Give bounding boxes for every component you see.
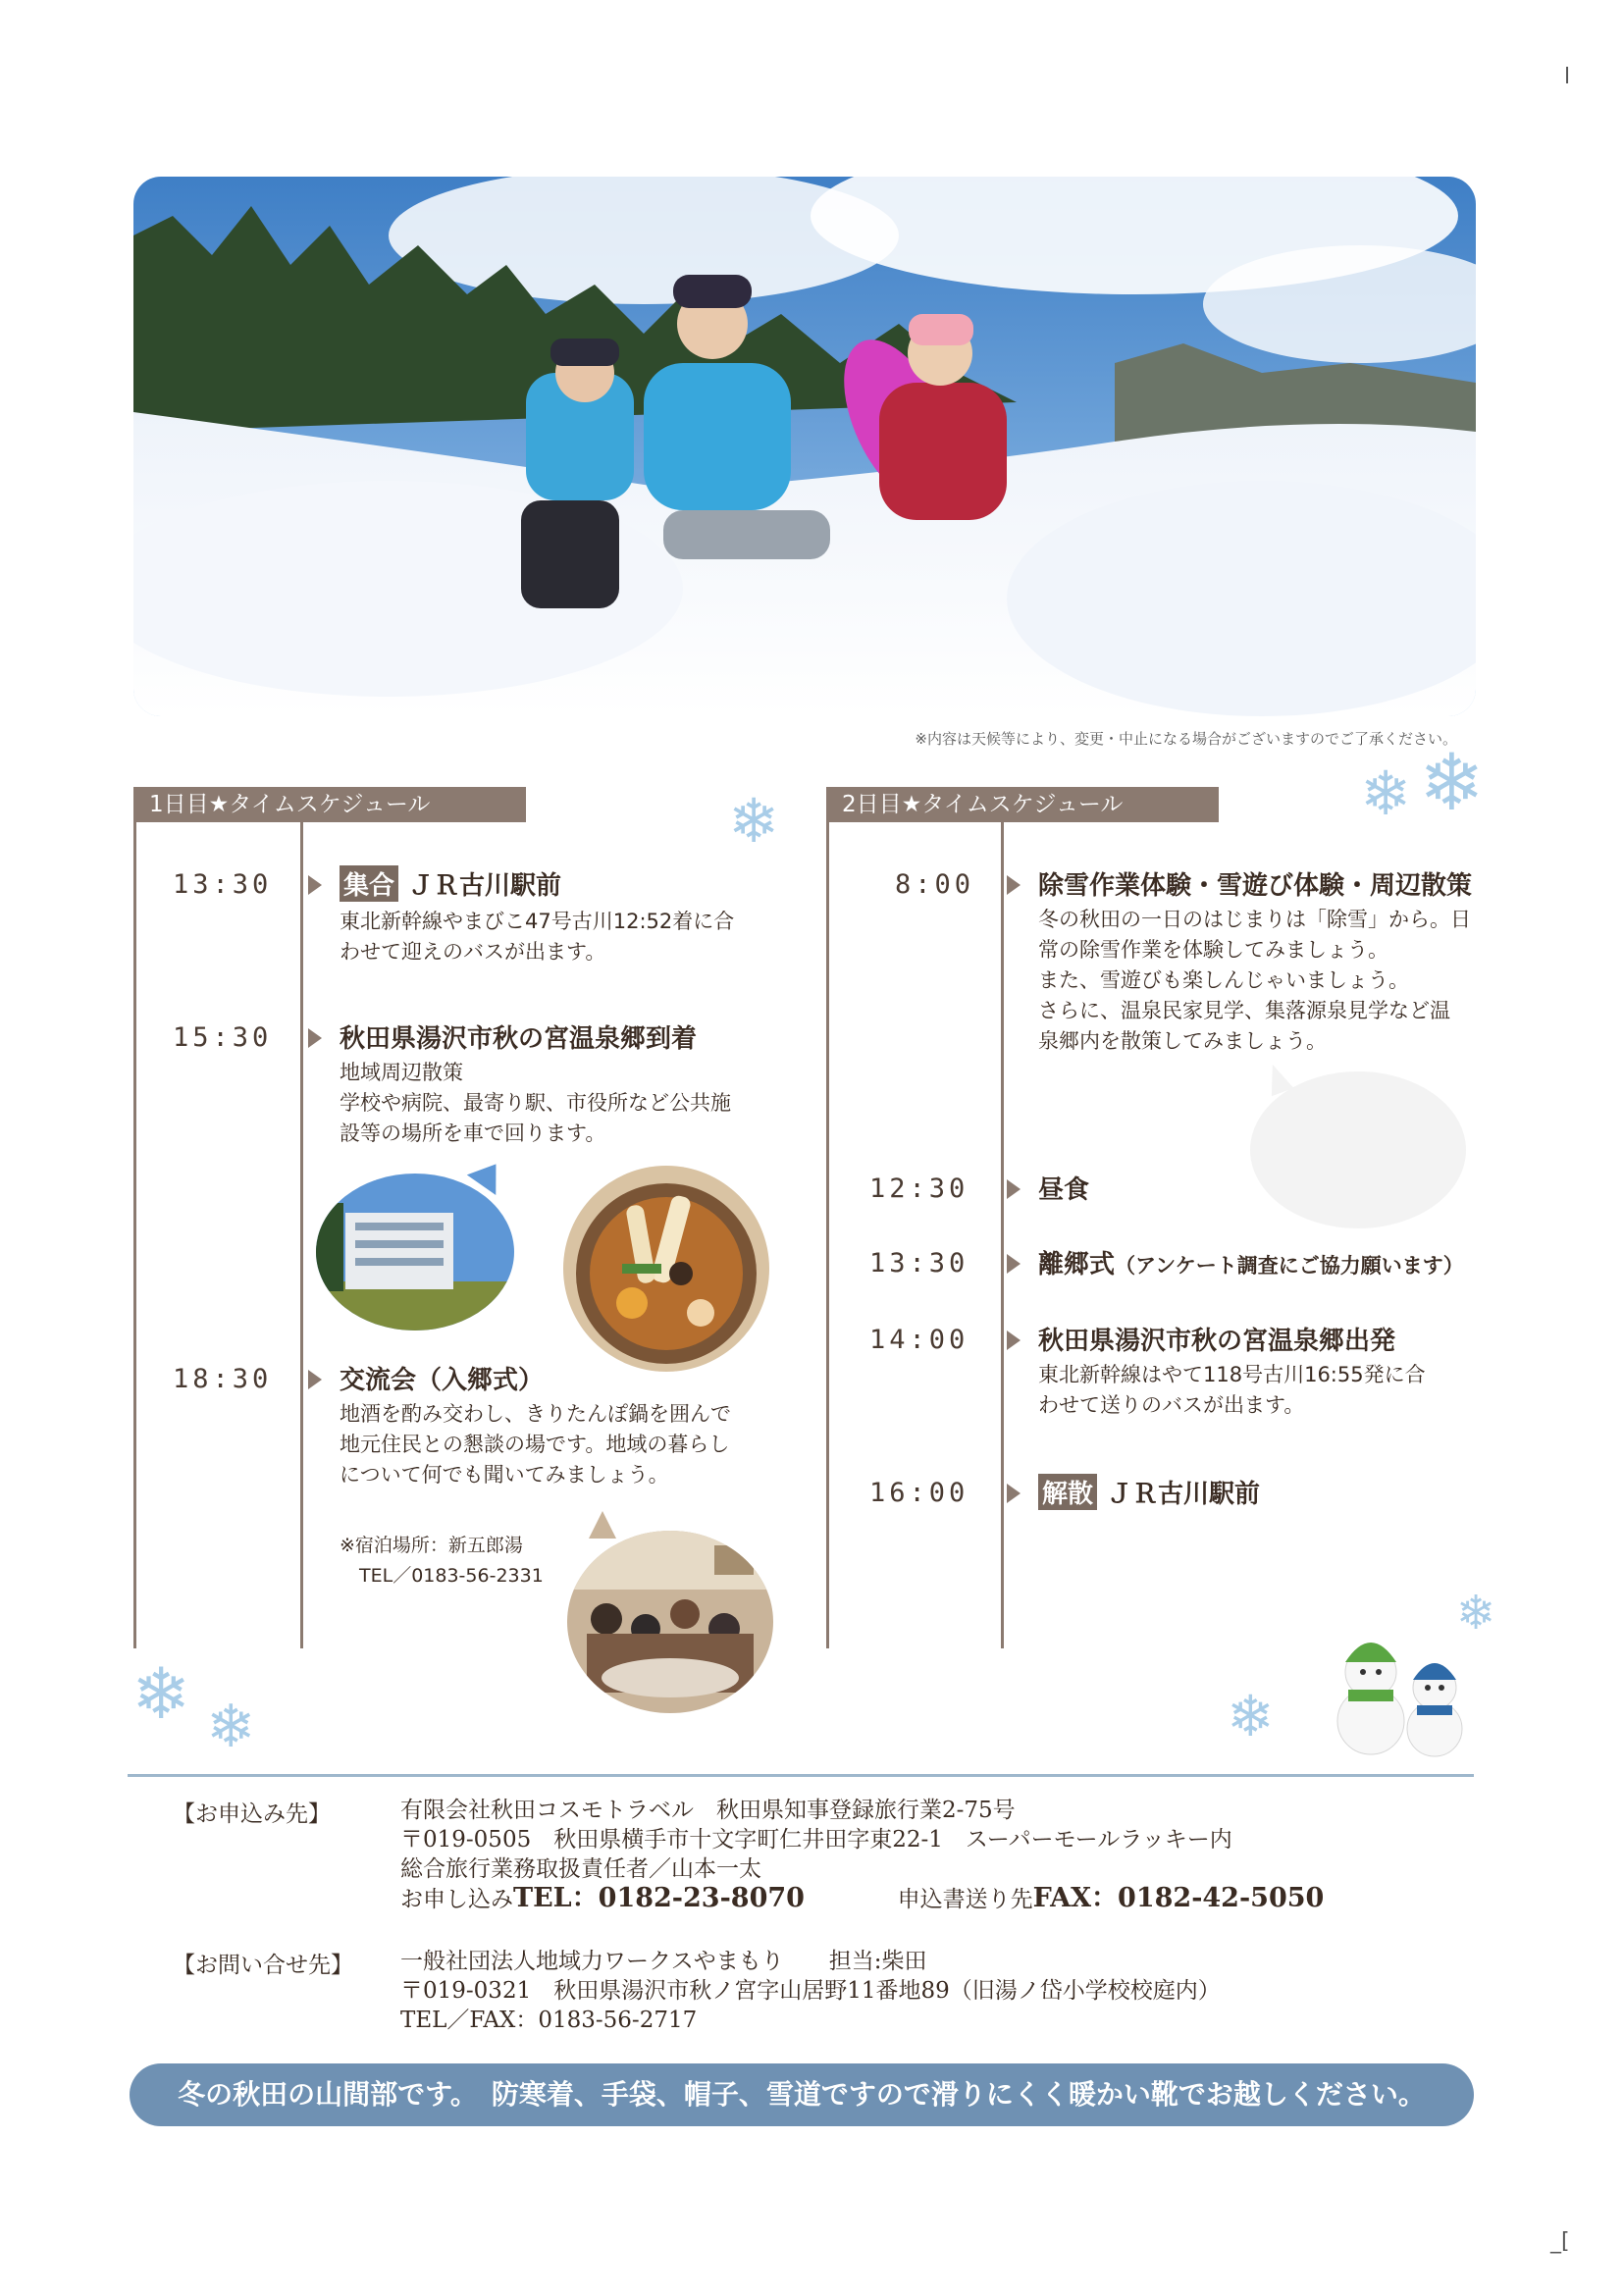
day2-title-dismiss	[1038, 1474, 1260, 1510]
lodging-name: ※宿泊場所：新五郎湯	[340, 1535, 523, 1556]
desc-line: 地元住民との懇談の場です。地域の暮らし	[340, 1433, 730, 1456]
footer-advice-bar: 冬の秋田の山間部です。 防寒着、手袋、帽子、雪道ですので滑りにくく暖かい靴でお越しください。	[130, 2063, 1474, 2126]
apply-fax: FAX：0182-42-5050	[1032, 1883, 1325, 1913]
apply-contact-line	[400, 1884, 1324, 1914]
day1-time-1830: 18:30	[173, 1364, 273, 1394]
snowflake-icon: ❄	[1227, 1683, 1275, 1749]
day1-header: 1日目★タイムスケジュール	[133, 787, 526, 822]
day1-desc-gather	[340, 907, 734, 967]
desc-line: 設等の場所を車で回ります。	[340, 1122, 606, 1145]
day1-left-line	[133, 822, 136, 1648]
inquiry-label: 【お問い合せ先】	[173, 1953, 353, 1978]
day2-desc-snow	[1038, 905, 1471, 1057]
dismiss-badge: 解散	[1038, 1474, 1097, 1510]
day2-time-1330: 13:30	[869, 1248, 969, 1278]
divider-line	[128, 1774, 1474, 1777]
day2-header: 2日目★タイムスケジュール	[826, 787, 1219, 822]
desc-line: 常の除雪作業を体験してみましょう。	[1038, 938, 1388, 962]
day2-title-lunch: 昼食	[1038, 1175, 1090, 1205]
day2-title-farewell	[1038, 1244, 1464, 1280]
arrow-icon	[1007, 1254, 1021, 1274]
inquiry-line: 〒019-0321 秋田県湯沢市秋ノ宮字山居野11番地89（旧湯ノ岱小学校校庭内）	[400, 1978, 1221, 2004]
desc-line: わせて送りのバスが出ます。	[1038, 1393, 1305, 1417]
day1-title-arrive: 秋田県湯沢市秋の宮温泉郷到着	[340, 1024, 698, 1054]
arrow-icon	[1007, 1331, 1021, 1350]
desc-line: 泉郷内を散策してみましょう。	[1038, 1029, 1327, 1053]
day2-time-1600: 16:00	[869, 1478, 969, 1508]
lodging-info	[340, 1531, 544, 1592]
crop-mark-top-right: l	[1564, 65, 1571, 89]
day2-title-depart: 秋田県湯沢市秋の宮温泉郷出発	[1038, 1327, 1396, 1356]
snowflake-icon: ❄	[1419, 737, 1486, 828]
day1-desc-arrive	[340, 1058, 731, 1149]
day2-time-1230: 12:30	[869, 1174, 969, 1204]
arrow-icon	[308, 875, 322, 895]
kiritanpo-hotpot-photo	[563, 1166, 769, 1372]
snowflake-icon: ❄	[206, 1693, 256, 1761]
desc-line: 地酒を酌み交わし、きりたんぽ鍋を囲んで	[340, 1402, 731, 1426]
day2-title-snow: 除雪作業体験・雪遊び体験・周辺散策	[1038, 871, 1473, 901]
desc-line: また、雪遊びも楽しんじゃいましょう。	[1038, 968, 1409, 992]
snowflake-icon: ❄	[728, 785, 779, 857]
community-gathering-photo	[567, 1531, 773, 1713]
apply-label: 【お申込み先】	[173, 1801, 331, 1827]
speech-bubble-blank	[1250, 1071, 1466, 1228]
apply-line: 〒019-0505 秋田県横手市十文字町仁井田字東22-1 スーパーモールラッキー内	[400, 1827, 1232, 1852]
gather-place: ＪＲ古川駅前	[408, 871, 562, 901]
day2-left-line	[826, 822, 829, 1648]
apply-tel: TEL：0182-23-8070	[513, 1883, 805, 1913]
day2-time-1400: 14:00	[869, 1325, 969, 1355]
arrow-icon	[1007, 875, 1021, 895]
desc-line: 冬の秋田の一日のはじまりは「除雪」から。日	[1038, 908, 1471, 931]
desc-line: さらに、温泉民家見学、集落源泉見学など温	[1038, 999, 1450, 1022]
arrow-icon	[1007, 1179, 1021, 1199]
dismiss-place: ＪＲ古川駅前	[1107, 1480, 1261, 1509]
school-building-photo	[316, 1174, 514, 1331]
lodging-tel: TEL／0183-56-2331	[359, 1565, 544, 1587]
weather-notice: ※内容は天候等により、変更・中止になる場合がございますのでご了承ください。	[915, 730, 1457, 748]
desc-line: 地域周辺散策	[340, 1061, 463, 1084]
desc-line: わせて迎えのバスが出ます。	[340, 940, 606, 964]
day1-time-1530: 15:30	[173, 1022, 273, 1053]
inquiry-lines	[400, 1947, 1221, 2035]
gather-badge: 集合	[340, 865, 398, 902]
day1-title-gather	[340, 865, 561, 902]
crop-mark-bottom-right: _[	[1550, 2229, 1570, 2254]
day2-time-0800: 8:00	[895, 869, 975, 900]
desc-line: 東北新幹線やまびこ47号古川12:52着に合	[340, 910, 735, 933]
farewell-title: 離郷式	[1038, 1250, 1116, 1279]
tel-prefix: お申し込み	[400, 1887, 513, 1912]
day1-timeline	[300, 822, 303, 1648]
desc-line: について何でも聞いてみましょう。	[340, 1463, 669, 1487]
day1-desc-party	[340, 1399, 731, 1490]
day1-title-party: 交流会（入郷式）	[340, 1366, 545, 1395]
arrow-icon	[308, 1370, 322, 1389]
day1-time-1330: 13:30	[173, 869, 273, 900]
apply-line: 有限会社秋田コスモトラベル 秋田県知事登録旅行業2-75号	[400, 1798, 1016, 1823]
farewell-note: （アンケート調査にご協力願います）	[1115, 1254, 1464, 1278]
day2-timeline	[1001, 822, 1004, 1648]
snowflake-icon: ❄	[1456, 1586, 1496, 1641]
apply-line: 総合旅行業務取扱責任者／山本一太	[400, 1856, 761, 1882]
desc-line: 学校や病院、最寄り駅、市役所など公共施	[340, 1091, 731, 1115]
arrow-icon	[308, 1028, 322, 1048]
desc-line: 東北新幹線はやて118号古川16:55発に合	[1038, 1363, 1426, 1386]
day2-desc-depart	[1038, 1360, 1426, 1421]
snowflake-icon: ❄	[1360, 757, 1411, 829]
inquiry-line: TEL／FAX：0183-56-2717	[400, 2008, 698, 2033]
snowmen-illustration	[1327, 1623, 1474, 1760]
hero-photo-children-in-snow	[133, 177, 1476, 716]
arrow-icon	[1007, 1484, 1021, 1503]
inquiry-line: 一般社団法人地域力ワークスやまもり 担当:柴田	[400, 1949, 927, 1974]
snowflake-icon: ❄	[131, 1652, 191, 1735]
speech-tail-icon	[589, 1511, 616, 1539]
fax-prefix: 申込書送り先	[897, 1887, 1033, 1912]
apply-lines	[400, 1796, 1324, 1914]
